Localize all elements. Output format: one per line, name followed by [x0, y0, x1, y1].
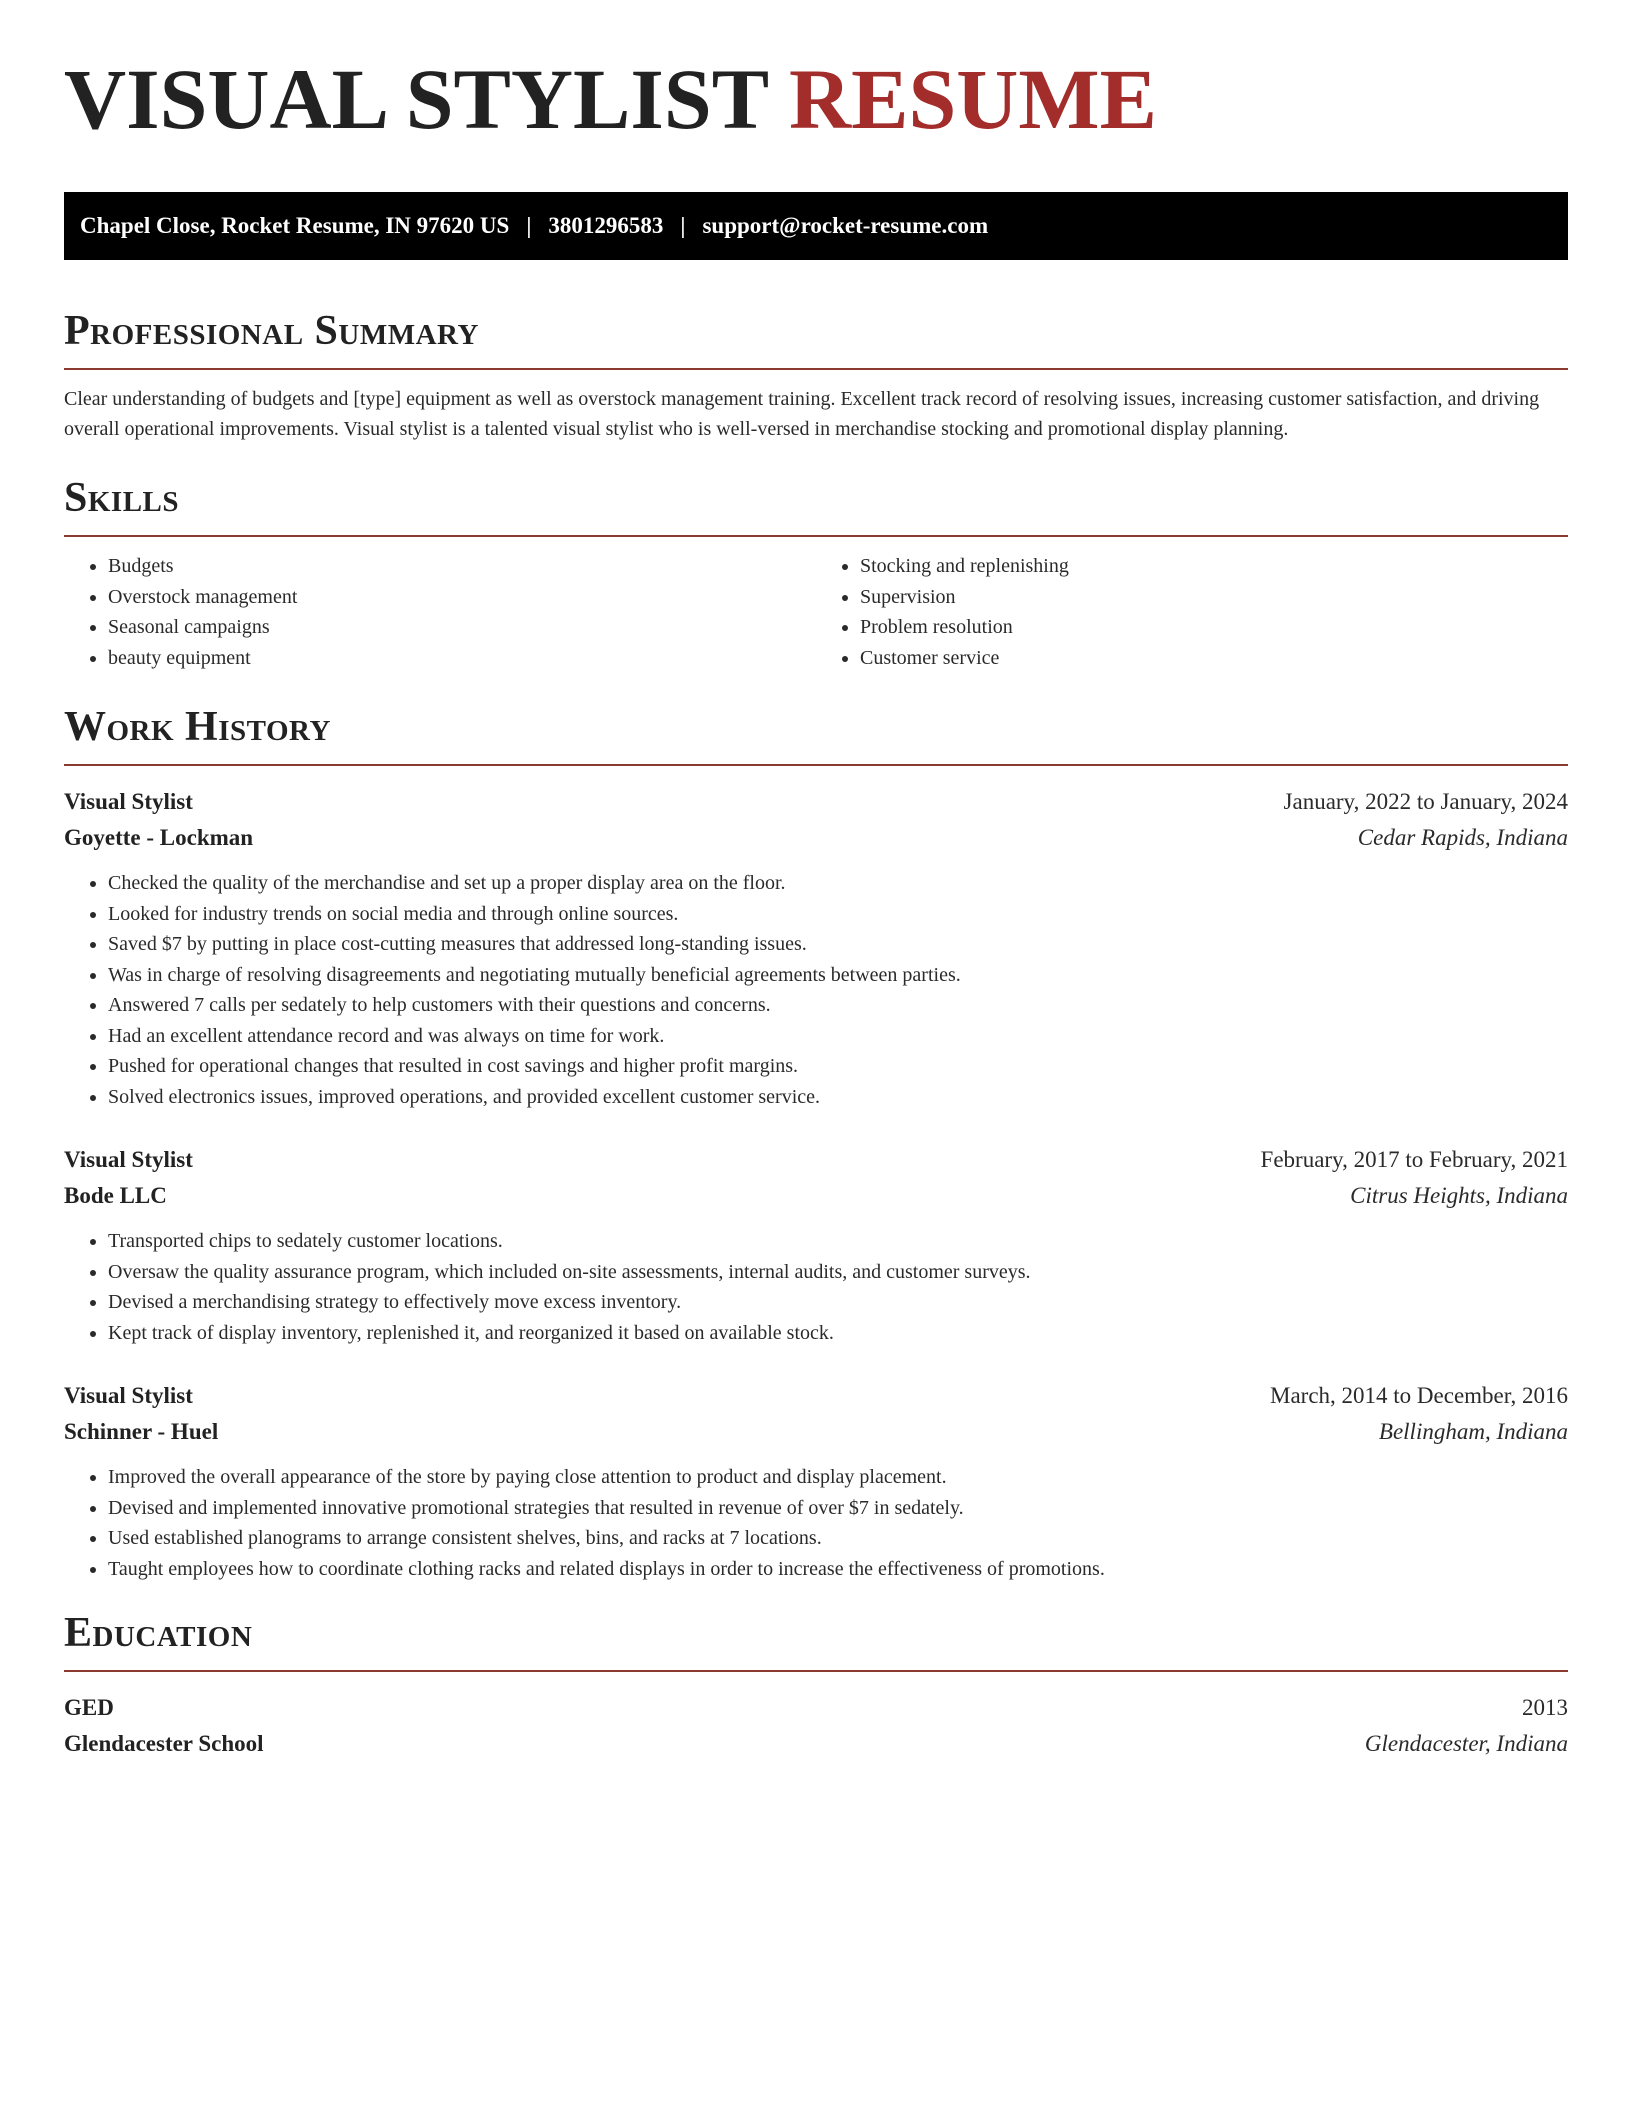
education-section [64, 1612, 1568, 1762]
section-heading: Skills [64, 475, 180, 521]
education-location: Glendacester, Indiana [1364, 1731, 1568, 1756]
title-main: VISUAL STYLIST [64, 51, 768, 147]
summary-text: Clear understanding of budgets and [type] equipment as well as overstock management training. Excellent track record of resolving issues, increasing customer satisfaction, and driving overall operational improvements. Visual stylist is a talented visual stylist who is well-versed in merchandise stocking and promotional display planning. [64, 388, 1540, 440]
job-header-row [64, 1378, 1568, 1414]
summary-section [64, 310, 1568, 444]
contact-bar [64, 192, 1568, 260]
education-degree-row [64, 1690, 1568, 1726]
contact-separator: | [680, 213, 686, 238]
education-school-row [64, 1726, 1568, 1762]
job-bullet: • Solved electronics issues, improved operations, and provided excellent customer service. [108, 1082, 1568, 1113]
job-bullet: • Devised a merchandising strategy to effectively move excess inventory. [108, 1287, 1568, 1318]
job-title: Visual Stylist [64, 1147, 193, 1172]
skill-item: • beauty equipment [108, 643, 816, 674]
job-header-row [64, 1142, 1568, 1178]
section-divider [64, 368, 1568, 370]
job-entry [64, 784, 1568, 1112]
section-divider [64, 535, 1568, 537]
job-bullet: • Devised and implemented innovative promotional strategies that resulted in revenue of over $7 in sedately. [108, 1493, 1568, 1524]
job-bullet: • Oversaw the quality assurance program, which included on-site assessments, internal audits, and customer surveys. [108, 1257, 1568, 1288]
contact-email: support@rocket-resume.com [702, 213, 989, 238]
job-location: Citrus Heights, Indiana [1350, 1183, 1568, 1208]
job-bullets [64, 1462, 1568, 1584]
job-dates: February, 2017 to February, 2021 [1260, 1147, 1568, 1172]
job-entry [64, 1142, 1568, 1348]
job-bullet: • Looked for industry trends on social media and through online sources. [108, 899, 1568, 930]
work-history-section [64, 706, 1568, 1584]
education-entry [64, 1690, 1568, 1762]
section-heading: Education [64, 1610, 253, 1656]
job-bullet: • Kept track of display inventory, replenished it, and reorganized it based on available stock. [108, 1318, 1568, 1349]
contact-phone: 3801296583 [548, 213, 664, 238]
contact-address: Chapel Close, Rocket Resume, IN 97620 US [80, 213, 510, 238]
job-bullet: • Had an excellent attendance record and was always on time for work. [108, 1021, 1568, 1052]
job-bullet: • Transported chips to sedately customer locations. [108, 1226, 1568, 1257]
skill-item: • Seasonal campaigns [108, 612, 816, 643]
section-divider [64, 764, 1568, 766]
education-degree: GED [64, 1695, 114, 1720]
job-title: Visual Stylist [64, 789, 193, 814]
job-dates: January, 2022 to January, 2024 [1283, 789, 1568, 814]
job-location: Bellingham, Indiana [1378, 1419, 1568, 1444]
job-header-row [64, 784, 1568, 820]
education-year: 2013 [1522, 1695, 1568, 1720]
job-bullet: • Improved the overall appearance of the store by paying close attention to product and display placement. [108, 1462, 1568, 1493]
contact-separator: | [526, 213, 532, 238]
skill-item: • Supervision [860, 582, 1568, 613]
job-location: Cedar Rapids, Indiana [1357, 825, 1568, 850]
job-company-row [64, 1178, 1568, 1214]
skill-item: • Budgets [108, 551, 816, 582]
job-bullets [64, 1226, 1568, 1348]
skill-item: • Stocking and replenishing [860, 551, 1568, 582]
job-company-row [64, 1414, 1568, 1450]
skills-grid [64, 551, 1568, 673]
title-accent: RESUME [789, 51, 1157, 147]
job-bullet: • Checked the quality of the merchandise and set up a proper display area on the floor. [108, 868, 1568, 899]
job-bullet: • Was in charge of resolving disagreements and negotiating mutually beneficial agreements between parties. [108, 960, 1568, 991]
resume-title [64, 51, 1568, 152]
job-bullet: • Taught employees how to coordinate clothing racks and related displays in order to increase the effectiveness of promotions. [108, 1554, 1568, 1585]
job-bullet: • Saved $7 by putting in place cost-cutting measures that addressed long-standing issues. [108, 929, 1568, 960]
skills-right-column [816, 551, 1568, 673]
job-dates: March, 2014 to December, 2016 [1270, 1383, 1568, 1408]
job-company-row [64, 820, 1568, 856]
skills-left-column [64, 551, 816, 673]
job-company: Bode LLC [64, 1183, 167, 1208]
skill-item: • Problem resolution [860, 612, 1568, 643]
education-school: Glendacester School [64, 1731, 264, 1756]
skill-item: • Overstock management [108, 582, 816, 613]
job-bullet: • Used established planograms to arrange consistent shelves, bins, and racks at 7 locations. [108, 1523, 1568, 1554]
section-heading: Work History [64, 704, 331, 750]
section-divider [64, 1670, 1568, 1672]
job-title: Visual Stylist [64, 1383, 193, 1408]
section-heading: Professional Summary [64, 308, 479, 354]
job-bullets [64, 868, 1568, 1112]
job-bullet: • Pushed for operational changes that resulted in cost savings and higher profit margins. [108, 1051, 1568, 1082]
job-bullet: • Answered 7 calls per sedately to help customers with their questions and concerns. [108, 990, 1568, 1021]
job-entry [64, 1378, 1568, 1584]
job-company: Goyette - Lockman [64, 825, 254, 850]
skills-section [64, 477, 1568, 673]
job-company: Schinner - Huel [64, 1419, 219, 1444]
skill-item: • Customer service [860, 643, 1568, 674]
